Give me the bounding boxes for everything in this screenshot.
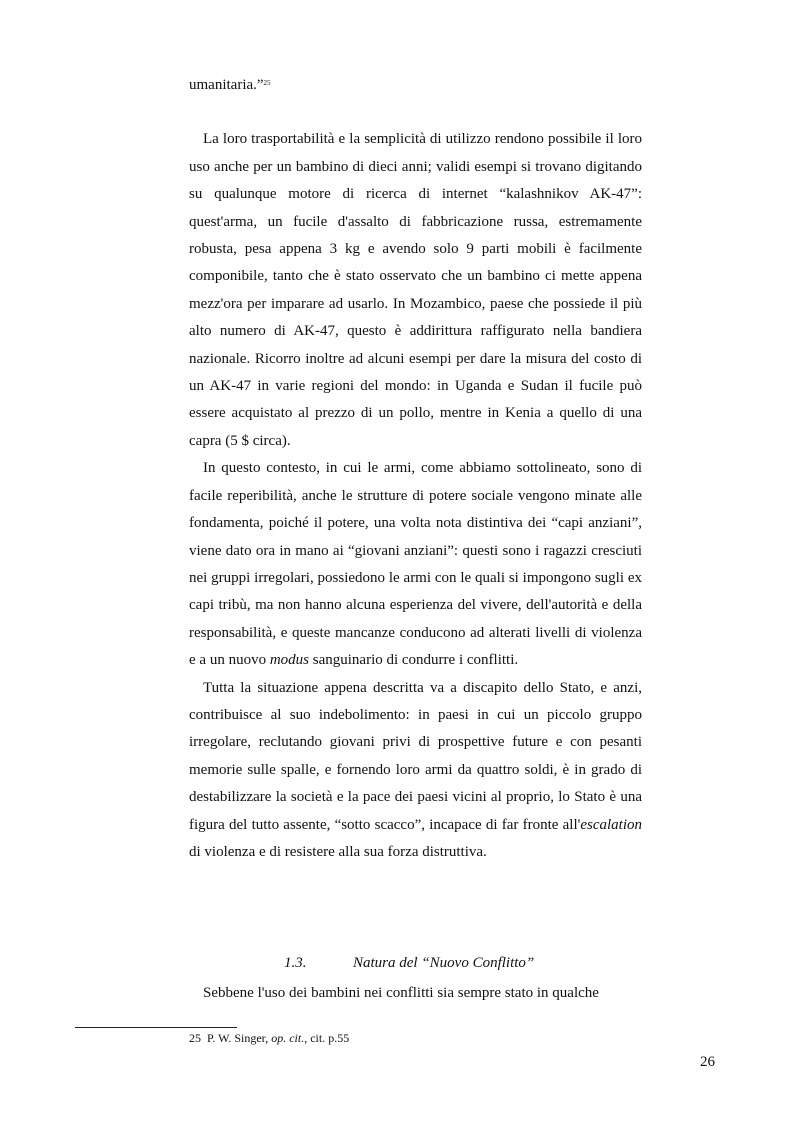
footnote <box>189 1031 349 1046</box>
footnote-author: P. W. Singer, <box>207 1031 272 1045</box>
section-number: 1.3. <box>284 955 307 971</box>
footnote-op-cit: op. cit. <box>271 1031 305 1045</box>
footnote-number: 25 <box>189 1031 201 1045</box>
paragraph-power-structures: In questo contesto, in cui le armi, come abbiamo sottolineato, sono di facile reperibilità, anche le strutture di potere sociale vengono minate alle fondamenta, poiché il potere, una volta nota distintiva dei “capi anziani”, viene dato ora in mano ai “giovani anziani”: questi sono i ragazzi cresciuti nei gruppi irregolari, possiedono le armi con le quali si impongono sugli ex capi tribù, ma non hanno alcuna esperienza del vivere, dell'autorità e della responsabilità, e queste mancanze conducono ad alterati livelli di violenza e a un nuovo modus sanguinario di condurre i conflitti. <box>189 460 642 669</box>
footnote-divider <box>75 1027 237 1028</box>
continued-quote-fragment: umanitaria.”$^{25}$ <box>189 77 271 93</box>
section-first-line: Sebbene l'uso dei bambini nei conflitti sia sempre stato in qualche <box>203 985 599 1001</box>
section-title: Natura del “Nuovo Conflitto” <box>353 955 535 971</box>
body-text <box>189 72 642 866</box>
paragraph-ak47: La loro trasportabilità e la semplicità di utilizzo rendono possibile il loro uso anche per un bambino di dieci anni; validi esempi si trovano digitando su qualunque motore di ricerca di internet “kalashnikov AK-47”: quest'arma, un fucile d'assalto di fabbricazione russa, estremamente robusta, pesa appena 3 kg e avendo solo 9 parti mobili è facilmente componibile, tanto che è stato osservato che un bambino ci mette appena mezz'ora per imparare ad usarlo. In Mozambico, paese che possiede il più alto numero di AK-47, questo è addirittura raffigurato nella bandiera nazionale. Ricorro inoltre ad alcuni esempi per dare la misura del costo di un AK-47 in varie regioni del mondo: in Uganda e Sudan il fucile può essere acquistato al prezzo di un pollo, mentre in Kenia a quello di una capra (5 $ circa). <box>189 131 642 449</box>
footnote-reference: 25 <box>263 79 271 87</box>
footnote-citation: , cit. p.55 <box>304 1031 350 1045</box>
page-number: 26 <box>700 1054 715 1070</box>
paragraph-state-weakening: Tutta la situazione appena descritta va a discapito dello Stato, e anzi, contribuisce al suo indebolimento: in paesi in cui un piccolo gruppo irregolare, reclutando giovani privi di prospettive future e con pesanti memorie sulle spalle, e fornendo loro armi da quattro soldi, è in grado di destabilizzare la società e la pace dei paesi vicini al proprio, lo Stato è una figura del tutto assente, “sotto scacco”, incapace di far fronte all'escalation di violenza e di resistere alla sua forza distruttiva. <box>189 679 642 860</box>
